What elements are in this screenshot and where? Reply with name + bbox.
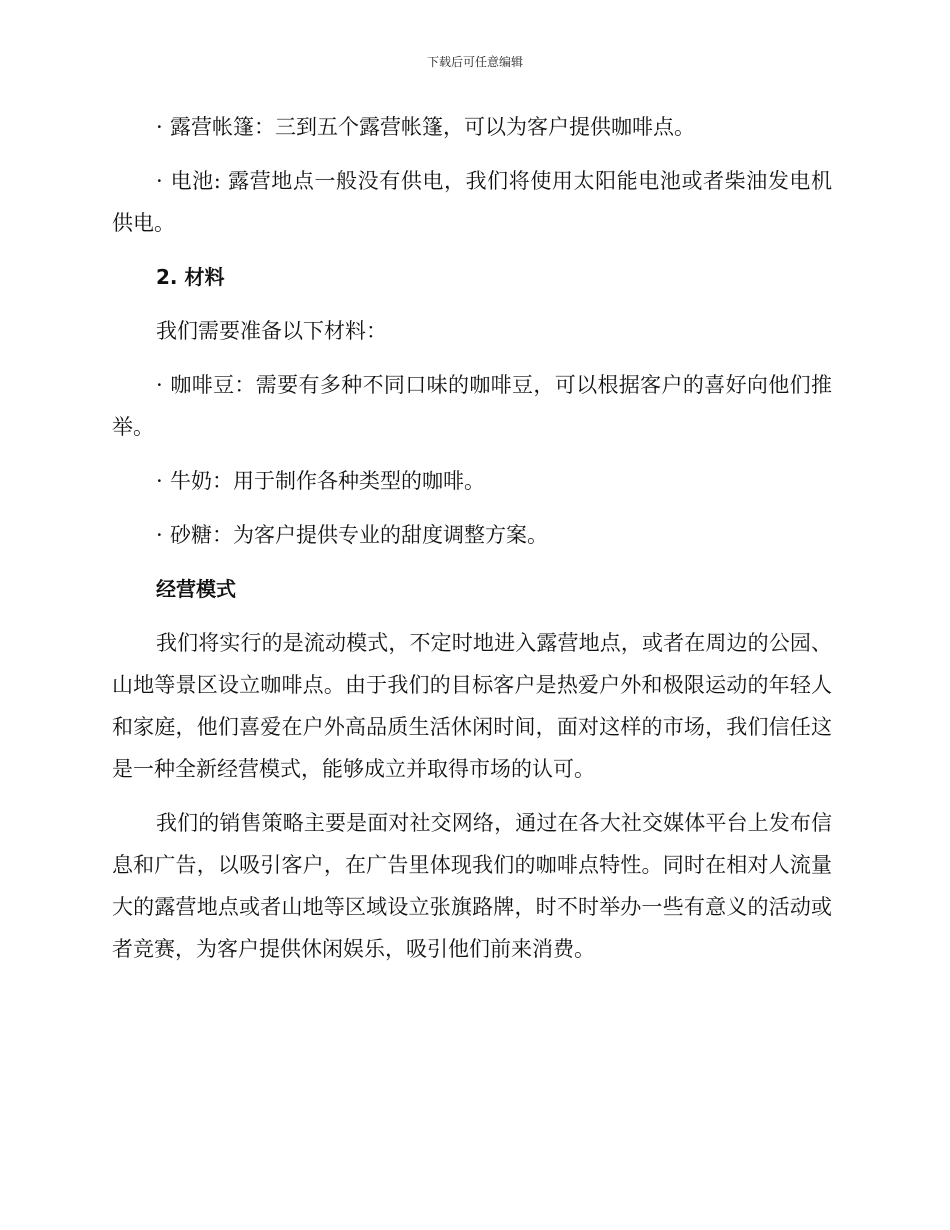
page-header: 下载后可任意编辑 [426, 55, 523, 69]
bullet-text: 电池: 露营地点一般没有供电，我们将使用太阳能电池或者柴油发电机供电。 [112, 169, 832, 235]
bullet-text: 咖啡豆：需要有多种不同口味的咖啡豆，可以根据客户的喜好向他们推举。 [112, 373, 832, 439]
bullet-dot: · [156, 469, 163, 493]
bullet-dot: · [156, 115, 163, 139]
bullet-text: 露营帐篷：三到五个露营帐篷，可以为客户提供咖啡点。 [170, 115, 695, 139]
paragraph-business-model: 我们将实行的是流动模式，不定时地进入露营地点，或者在周边的公园、山地等景区设立咖啡点。由于我们的目标客户是热爱户外和极限运动的年轻人和家庭，他们喜爱在户外高品质生活休闲时间，面对这样的市场，我们信任这是一种全新经营模式，能够成立并取得市场的认可。 [112, 631, 832, 781]
bullet-dot: · [156, 373, 163, 397]
section-heading-materials: 2. 材料 [156, 265, 225, 289]
bullet-item-milk [112, 460, 832, 502]
bullet-item-battery [112, 160, 832, 244]
bullet-item-sugar [112, 514, 832, 556]
paragraph-materials-intro: 我们需要准备以下材料： [156, 319, 387, 343]
bullet-text: 牛奶：用于制作各种类型的咖啡。 [170, 469, 485, 493]
document-body [112, 106, 832, 982]
bullet-text: 砂糖：为客户提供专业的甜度调整方案。 [170, 523, 548, 547]
paragraph-sales-strategy: 我们的销售策略主要是面对社交网络，通过在各大社交媒体平台上发布信息和广告，以吸引客户，在广告里体现我们的咖啡点特性。同时在相对人流量大的露营地点或者山地等区域设立张旗路牌，时不时举办一些有意义的活动或者竞赛，为客户提供休闲娱乐，吸引他们前来消费。 [112, 811, 832, 961]
bullet-dot: · [156, 169, 163, 193]
section-heading-business-model: 经营模式 [156, 577, 236, 601]
bullet-item-tents [112, 106, 832, 148]
bullet-item-coffee-beans [112, 364, 832, 448]
bullet-dot: · [156, 523, 163, 547]
